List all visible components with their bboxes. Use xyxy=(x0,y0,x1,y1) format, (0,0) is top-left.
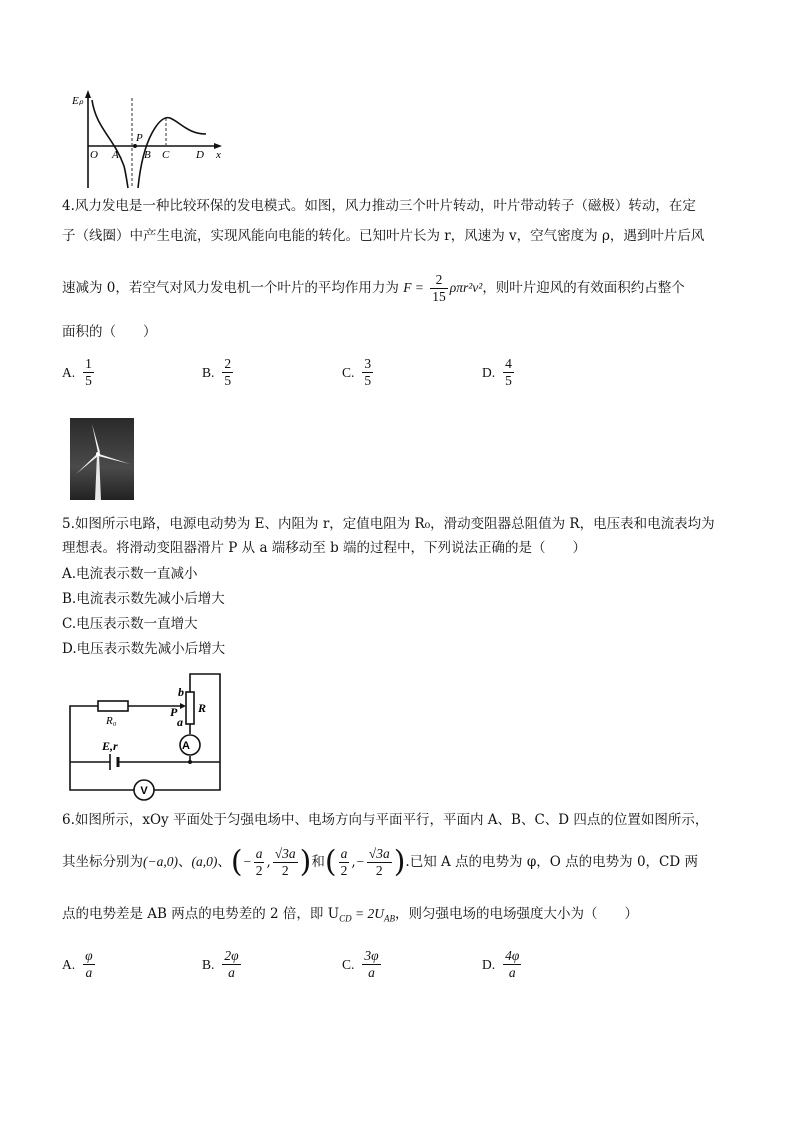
option-fraction xyxy=(362,948,380,981)
q6-sep1: 、 xyxy=(177,854,192,870)
q4-formula-lhs: F = xyxy=(403,280,424,295)
slider-p-arrow xyxy=(180,703,186,709)
circuit-diagram xyxy=(62,666,234,802)
q4-line3 xyxy=(62,268,685,308)
q6-option-a[interactable] xyxy=(62,948,97,981)
frac-num: a xyxy=(255,846,263,861)
ep-curve-left xyxy=(92,100,128,188)
point-p-label: P xyxy=(136,132,143,144)
point-d-label: D xyxy=(196,149,204,161)
option-num: 4φ xyxy=(505,948,520,963)
option-fraction xyxy=(503,948,521,981)
q6-and: 和 xyxy=(311,854,325,870)
option-label: C. xyxy=(342,364,355,380)
r0-resistor xyxy=(98,701,128,711)
q6-option-b[interactable] xyxy=(202,948,243,981)
q4-formula-fraction xyxy=(430,272,448,305)
wind-turbine-photo xyxy=(70,418,134,500)
q6-uab-sub: AB xyxy=(383,913,395,924)
q6-c-x xyxy=(254,846,265,879)
option-num: 3φ xyxy=(364,948,379,963)
q4-option-d[interactable] xyxy=(482,356,516,389)
option-fraction xyxy=(503,356,514,389)
q4-line3-post: ，则叶片迎风的有效面积约占整个 xyxy=(482,280,685,296)
option-fraction xyxy=(222,948,240,981)
option-den: a xyxy=(222,964,240,981)
q5-option-c[interactable]: C.电压表示数一直增大 xyxy=(62,616,198,632)
point-b-label: B xyxy=(144,149,151,161)
junction-dot xyxy=(188,760,192,764)
end-b-label: b xyxy=(178,685,184,699)
option-label: A. xyxy=(62,364,76,380)
option-num: 2φ xyxy=(224,948,239,963)
option-den: a xyxy=(362,964,380,981)
q6-d-x xyxy=(339,846,350,879)
option-label: D. xyxy=(482,364,496,380)
point-o-label: O xyxy=(90,149,98,161)
q6-line3-tail: ，则匀强电场的电场强度大小为（ ） xyxy=(394,906,638,922)
option-den: a xyxy=(503,964,521,981)
source-label: E,r xyxy=(102,739,118,753)
option-num: 2 xyxy=(224,356,232,371)
q6-line2: 其坐标分别为(−a,0)、(a,0)、(− $\frac{a}{2}$ , $\frac{√3a}{2}$ )和( $\frac{a}{2}$ ,− $\frac{√3a}{2}$ ).已知 A 点的电势为 φ，O 点的电势为 0，CD 两 xyxy=(62,844,698,880)
q4-formula-den: 15 xyxy=(432,289,446,304)
q6-sep2: 、 xyxy=(217,854,231,870)
frac-den: 2 xyxy=(340,863,348,878)
q4-line3-pre: 速减为 0，若空气对风力发电机一个叶片的平均作用力为 xyxy=(62,280,399,296)
point-p-dot xyxy=(133,144,137,148)
q6-ucd-sub: CD xyxy=(339,913,352,924)
option-den: a xyxy=(83,964,94,981)
voltmeter-label: V xyxy=(140,785,148,797)
q4-formula-num: 2 xyxy=(435,272,443,287)
q4-formula-rest: ρπr²v² xyxy=(449,280,483,295)
rheostat-r xyxy=(186,692,194,724)
option-fraction xyxy=(83,356,94,389)
q4-line4: 面积的（ ） xyxy=(62,324,157,340)
point-a-label: A xyxy=(112,149,119,161)
q6-coord-b: (a,0) xyxy=(191,854,218,869)
q6-coord-pre: 其坐标分别为 xyxy=(62,854,143,870)
option-den: 5 xyxy=(364,373,372,388)
q4-option-a[interactable] xyxy=(62,356,96,389)
q6-line3-text: 点的电势差是 AB 两点的电势差的 2 倍，即 U xyxy=(62,906,340,922)
q4-option-c[interactable] xyxy=(342,356,375,389)
turbine-hub xyxy=(96,452,100,456)
option-num: 1 xyxy=(85,356,92,371)
frac-den: 2 xyxy=(367,862,392,879)
option-label: D. xyxy=(482,956,496,972)
q5-option-d[interactable]: D.电压表示数先减小后增大 xyxy=(62,641,226,657)
r0-label: R₀ xyxy=(106,715,117,727)
q5-line2: 理想表。将滑动变阻器滑片 P 从 a 端移动至 b 端的过程中，下列说法正确的是（ ） xyxy=(62,540,587,556)
slider-p-label: P xyxy=(170,705,178,719)
q5-line1: 5.如图所示电路，电源电动势为 E、内阻为 r，定值电阻为 R₀，滑动变阻器总阻值为 R，电压表和电流表均为 xyxy=(62,516,715,532)
rheostat-label: R xyxy=(198,701,207,715)
option-fraction xyxy=(222,356,233,389)
option-den: 5 xyxy=(505,373,512,388)
q6-option-d[interactable] xyxy=(482,948,523,981)
q6-line3 xyxy=(62,904,638,929)
q4-line2: 子（线圈）中产生电流，实现风能向电能的转化。已知叶片长为 r，风速为 v，空气密度为 ρ，遇到叶片后风 xyxy=(62,228,705,244)
outer-loop-wire xyxy=(70,674,220,790)
ep-x-graph xyxy=(66,88,236,192)
frac-den: 2 xyxy=(255,863,263,878)
ammeter-label: A xyxy=(182,740,190,752)
option-label: B. xyxy=(202,956,215,972)
option-label: C. xyxy=(342,956,355,972)
q6-line1: 6.如图所示，xOy 平面处于匀强电场中、电场方向与平面平行，平面内 A、B、C、D 四点的位置如图所示， xyxy=(62,812,709,828)
q6-d-y xyxy=(367,846,392,879)
left-wire xyxy=(70,706,98,762)
q6-equals: = 2U xyxy=(351,906,384,921)
option-num: 3 xyxy=(364,356,372,371)
q6-coord-a: (−a,0) xyxy=(143,854,178,869)
q6-option-c[interactable] xyxy=(342,948,383,981)
q6-line2-post: .已知 A 点的电势为 φ，O 点的电势为 0，CD 两 xyxy=(405,854,698,870)
q5-option-a[interactable]: A.电流表示数一直减小 xyxy=(62,566,198,582)
option-num: φ xyxy=(85,948,93,963)
y-axis-label: Eₚ xyxy=(72,95,84,107)
option-label: B. xyxy=(202,364,215,380)
frac-num: √3a xyxy=(368,846,390,861)
option-den: 5 xyxy=(85,373,92,388)
option-fraction xyxy=(362,356,373,389)
point-c-label: C xyxy=(162,149,170,161)
x-axis-label: x xyxy=(216,149,221,161)
option-fraction xyxy=(83,948,94,981)
y-axis-arrow xyxy=(85,90,91,98)
option-num: 4 xyxy=(505,356,512,371)
frac-den: 2 xyxy=(273,862,298,879)
option-label: A. xyxy=(62,956,76,972)
option-den: 5 xyxy=(224,373,232,388)
frac-num: √3a xyxy=(274,846,296,861)
q5-option-b[interactable]: B.电流表示数先减小后增大 xyxy=(62,591,225,607)
frac-num: a xyxy=(340,846,348,861)
q6-c-y xyxy=(273,846,298,879)
end-a-label: a xyxy=(177,715,183,729)
q4-line1: 4.风力发电是一种比较环保的发电模式。如图，风力推动三个叶片转动，叶片带动转子（磁极）转动，在定 xyxy=(62,198,696,214)
q4-option-b[interactable] xyxy=(202,356,235,389)
